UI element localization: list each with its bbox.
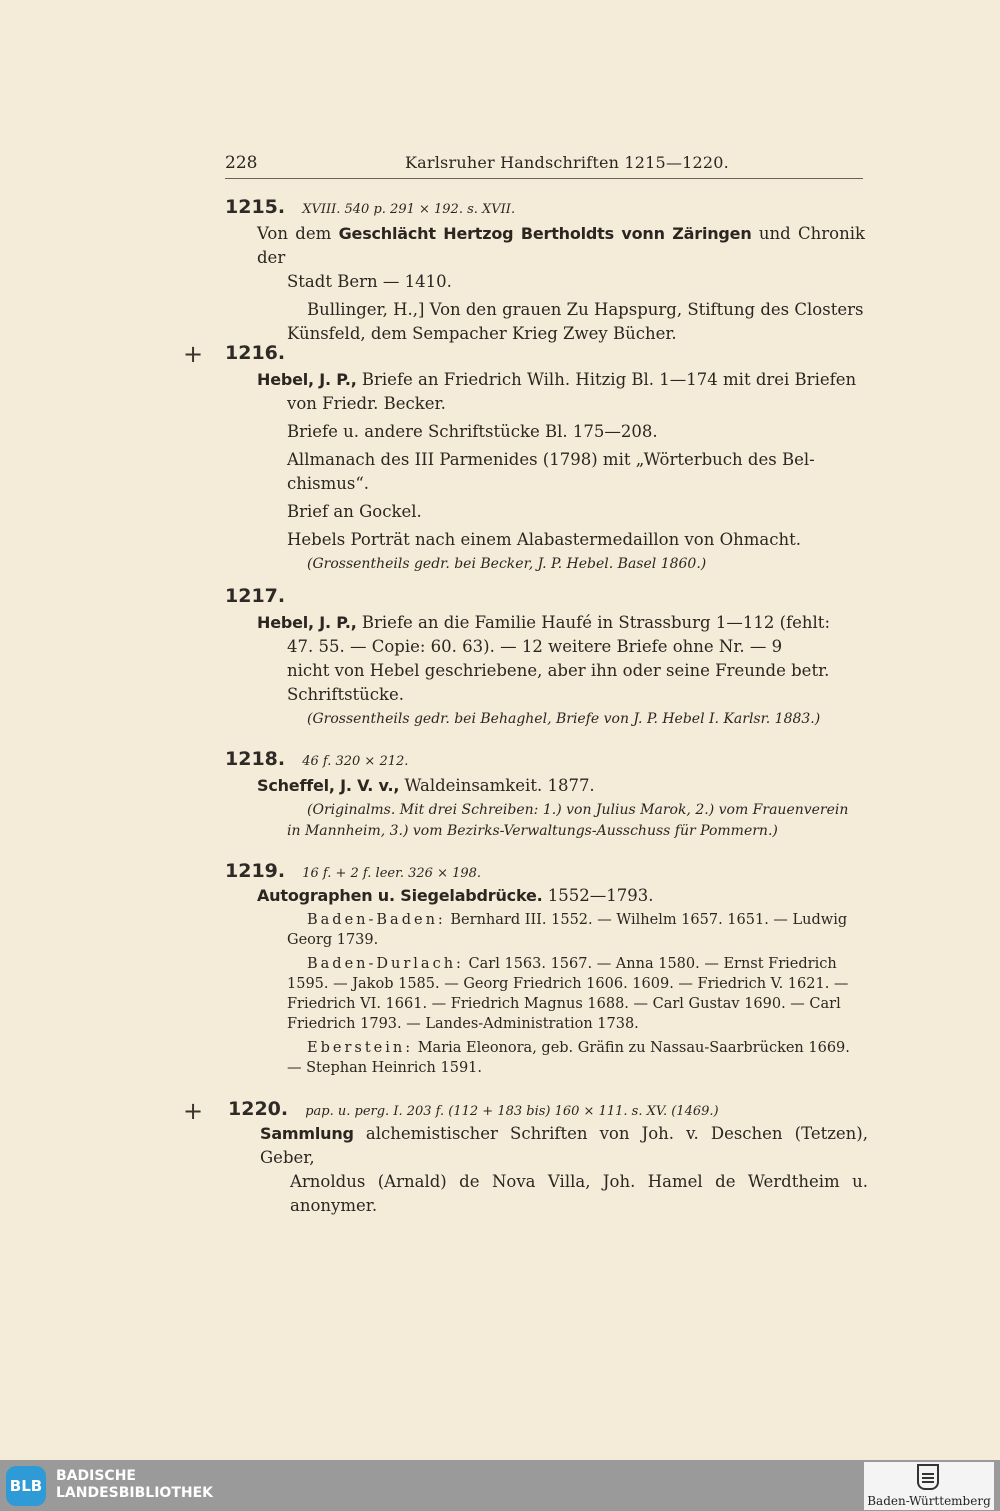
- entry-number: 1218.: [225, 748, 286, 770]
- entry-line: [225, 774, 865, 798]
- entry-title: Geschlächt Hertzog Bertholdts vonn Zäringen: [338, 224, 752, 243]
- text: 1552—1793.: [542, 886, 654, 905]
- entry-number: 1215.: [225, 196, 286, 218]
- plus-mark: +: [183, 1097, 204, 1125]
- entry-1216: [225, 342, 865, 575]
- text: Friedrich 1793. — Landes-Administration 1738.: [287, 1016, 639, 1032]
- library-name-line2: LANDESBIBLIOTHEK: [56, 1485, 214, 1501]
- entry-1217: [225, 585, 865, 730]
- entry-author: Hebel, J. P.,: [257, 370, 357, 389]
- entry-author: Scheffel, J. V. v.,: [257, 776, 400, 795]
- entry-line: Arnoldus (Arnald) de Nova Villa, Joh. Hamel de Werdtheim u. anonymer.: [290, 1172, 868, 1215]
- entry-meta: 46 f. 320 ⨯ 212.: [302, 754, 409, 769]
- blb-logo[interactable]: BLB: [6, 1466, 46, 1506]
- text: Waldeinsamkeit. 1877.: [399, 776, 595, 795]
- entry-line: Allmanach des III Parmenides (1798) mit „Wörterbuch des Bel-: [287, 450, 815, 469]
- entry-1215: [225, 196, 865, 346]
- place-paragraph: [225, 1038, 865, 1078]
- entry-line: [228, 1122, 868, 1170]
- text: Friedrich VI. 1661. — Friedrich Magnus 1688. — Carl Gustav 1690. — Carl: [287, 996, 841, 1012]
- text: Von dem: [257, 224, 339, 243]
- entry-line: Briefe u. andere Schriftstücke Bl. 175—208.: [287, 422, 658, 441]
- entry-line: nicht von Hebel geschriebene, aber ihn oder seine Freunde betr.: [287, 661, 830, 680]
- plus-mark: +: [183, 340, 204, 368]
- place-name: Eberstein:: [307, 1040, 414, 1056]
- entry-line: Hebels Porträt nach einem Alabastermedaillon von Ohmacht.: [287, 530, 801, 549]
- entry-line: [225, 368, 865, 392]
- entry-1220: [228, 1098, 868, 1218]
- entry-author: Hebel, J. P.,: [257, 613, 357, 632]
- library-name-line1: BADISCHE: [56, 1468, 136, 1484]
- text: — Stephan Heinrich 1591.: [287, 1060, 483, 1076]
- state-logo[interactable]: [864, 1462, 994, 1510]
- entry-number: 1219.: [225, 860, 286, 882]
- text: Bernhard III. 1552. — Wilhelm 1657. 1651. — Ludwig: [445, 912, 848, 928]
- state-name: Baden-Württemberg: [867, 1494, 991, 1508]
- text: alchemistischer Schriften von Joh. v. Deschen (Tetzen), Geber,: [260, 1124, 868, 1167]
- page-number: 228: [225, 153, 258, 173]
- place-paragraph: [225, 910, 865, 950]
- page-header: [225, 150, 863, 179]
- entry-meta: 16 f. + 2 f. leer. 326 ⨯ 198.: [302, 866, 482, 881]
- entry-line: 47. 55. — Copie: 60. 63). — 12 weitere Briefe ohne Nr. — 9: [287, 637, 783, 656]
- text: Briefe an Friedrich Wilh. Hitzig Bl. 1—174 mit drei Briefen: [356, 370, 857, 389]
- entry-line: [225, 611, 865, 635]
- entry-note: (Originalms. Mit drei Schreiben: 1.) von Julius Marok, 2.) vom Frauenverein: [307, 802, 849, 818]
- footer-bar: [0, 1460, 1000, 1511]
- entry-line: von Friedr. Becker.: [287, 394, 446, 413]
- entry-line: Bullinger, H.,] Von den grauen Zu Hapspurg, Stiftung des Closters: [307, 300, 864, 319]
- entry-meta: pap. u. perg. I. 203 f. (112 + 183 bis) 160 ⨯ 111. s. XV. (1469.): [305, 1104, 719, 1119]
- entry-number: 1220.: [228, 1098, 289, 1120]
- place-paragraph: [225, 954, 865, 1034]
- entry-line: [225, 222, 865, 270]
- entry-line: chismus“.: [287, 474, 370, 493]
- text: Georg 1739.: [287, 932, 379, 948]
- text: Carl 1563. 1567. — Anna 1580. — Ernst Friedrich: [463, 956, 837, 972]
- place-name: Baden-Baden:: [307, 912, 446, 928]
- text: Maria Eleonora, geb. Gräfin zu Nassau-Saarbrücken 1669.: [413, 1040, 850, 1056]
- entry-1219: [225, 860, 865, 1078]
- place-name: Baden-Durlach:: [307, 956, 464, 972]
- entry-line: Künsfeld, dem Sempacher Krieg Zwey Bücher.: [287, 324, 677, 343]
- entry-line: Brief an Gockel.: [287, 502, 422, 521]
- entry-title: Autographen u. Siegelabdrücke.: [257, 886, 543, 905]
- entry-note: (Grossentheils gedr. bei Behaghel, Briefe von J. P. Hebel I. Karlsr. 1883.): [307, 711, 821, 727]
- entry-number: 1216.: [225, 342, 286, 364]
- library-name[interactable]: [56, 1468, 213, 1502]
- entry-line: Stadt Bern — 1410.: [287, 272, 452, 291]
- entry-line: [225, 884, 865, 908]
- entry-1218: [225, 748, 865, 842]
- entry-number: 1217.: [225, 585, 286, 607]
- entry-line: Schriftstücke.: [287, 685, 405, 704]
- running-title: Karlsruher Handschriften 1215—1220.: [405, 153, 729, 172]
- entry-note: (Grossentheils gedr. bei Becker, J. P. Hebel. Basel 1860.): [307, 556, 707, 572]
- entry-note: in Mannheim, 3.) vom Bezirks-Verwaltungs-Ausschuss für Pommern.): [287, 823, 778, 839]
- text: und Chronik der: [257, 224, 865, 267]
- text: Briefe an die Familie Haufé in Strassburg 1—112 (fehlt:: [356, 613, 831, 632]
- coat-of-arms-icon: [917, 1464, 939, 1490]
- entry-title: Sammlung: [260, 1124, 354, 1143]
- text: 1595. — Jakob 1585. — Georg Friedrich 1606. 1609. — Friedrich V. 1621. —: [287, 976, 849, 992]
- entry-meta: XVIII. 540 p. 291 ⨯ 192. s. XVII.: [302, 202, 516, 217]
